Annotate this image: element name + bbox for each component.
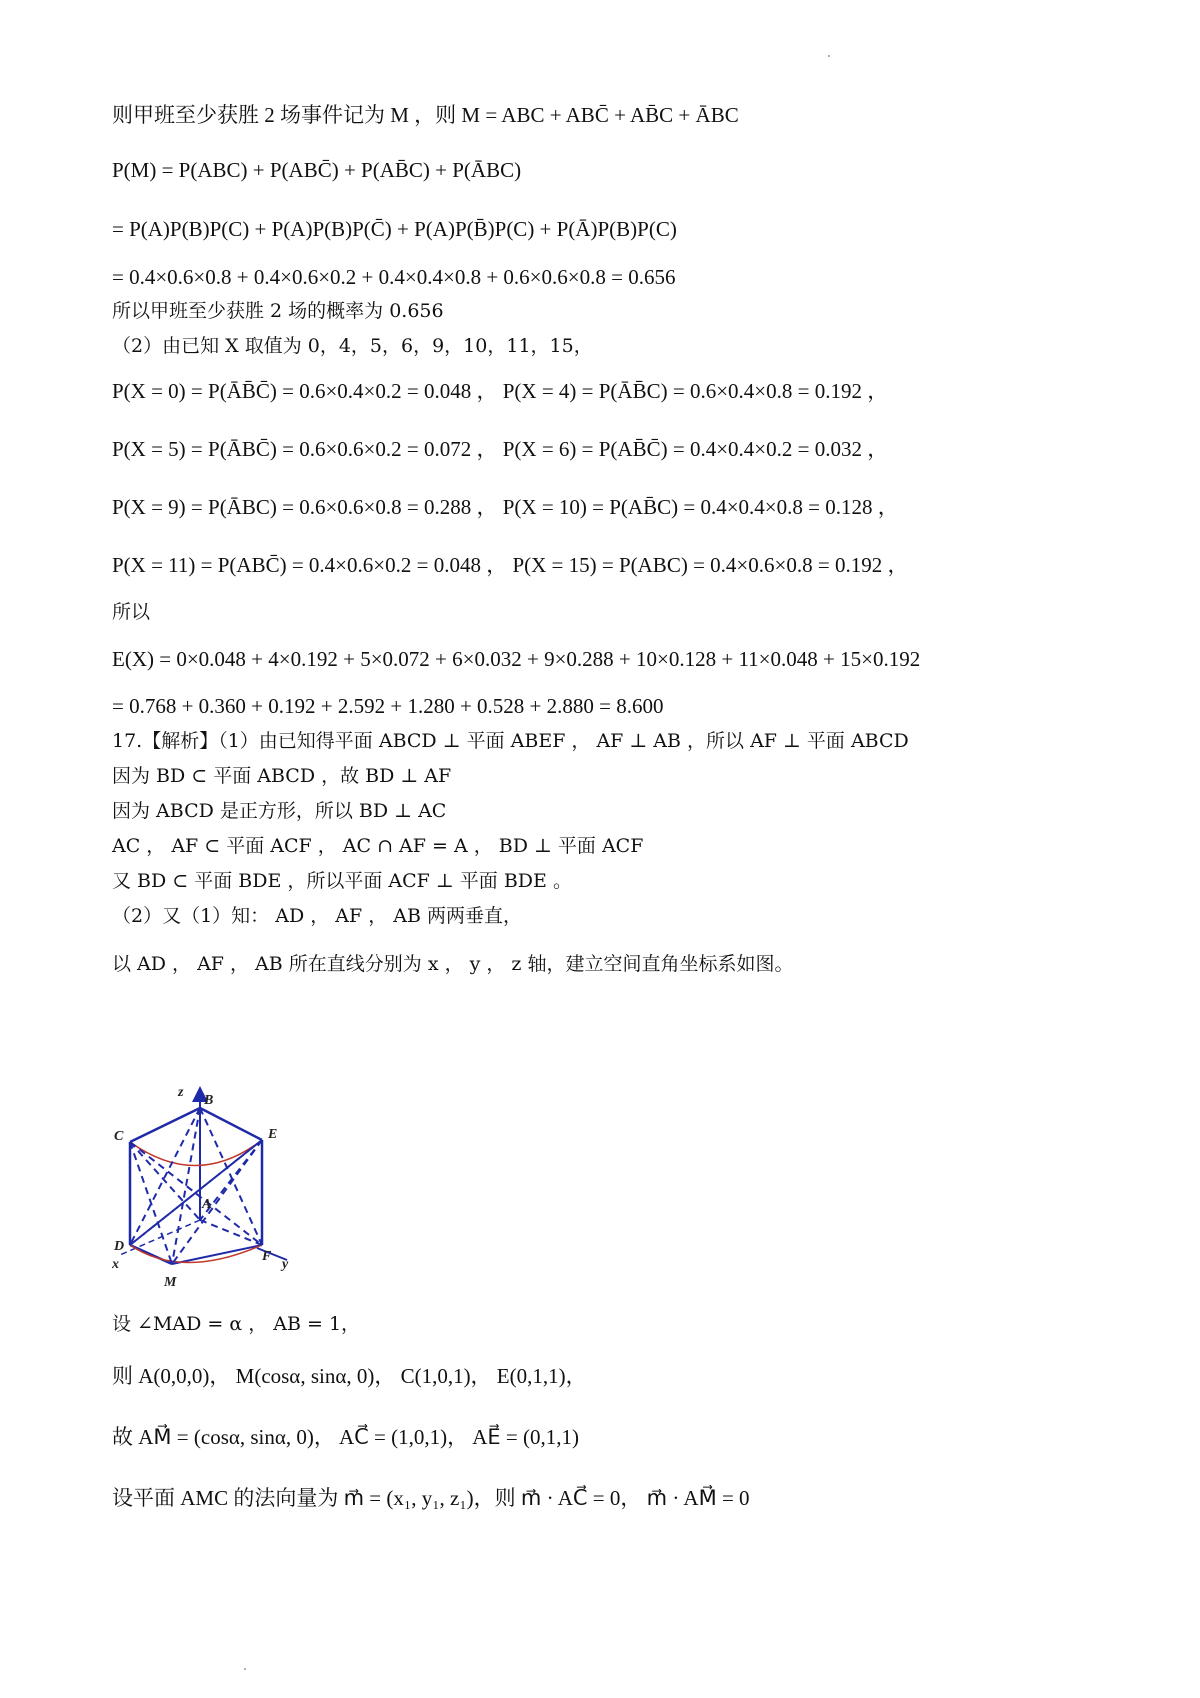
text-line-1: 则甲班至少获胜 2 场事件记为 M ，则 M = ABC + ABC̄ + AB̄C + ĀBC (112, 103, 739, 127)
text-line-2: P(M) = P(ABC) + P(ABC̄) + P(AB̄C) + P(ĀBC) (112, 158, 522, 182)
text-line-22: 则 A(0,0,0)， M(cosα, sinα, 0)， C(1,0,1)， E(0,1,1)， (112, 1364, 587, 1388)
text-line-4: = 0.4×0.6×0.8 + 0.4×0.6×0.2 + 0.4×0.4×0.8 + 0.6×0.6×0.8 = 0.656 (112, 265, 676, 289)
text-line-6: （2）由已知 X 取值为 0，4，5，6，9，10，11，15， (112, 335, 593, 357)
x-axis (120, 1220, 200, 1255)
label-F: F (262, 1249, 272, 1264)
label-A: A (202, 1197, 212, 1212)
label-D: D (114, 1239, 125, 1254)
text-line-23: 故 AM⃗ = (cosα, sinα, 0)， AC⃗ = (1,0,1)， AE⃗ = (0,1,1) (112, 1425, 579, 1449)
text-line-24: 设平面 AMC 的法向量为 m⃗ = (x₁, y₁, z₁)，则 m⃗ · AC⃗ = 0， m⃗ · AM⃗ = 0 (112, 1486, 750, 1510)
text-line-21: 设 ∠MAD = α ， AB = 1， (112, 1313, 361, 1335)
text-line-7: P(X = 0) = P(ĀB̄C̄) = 0.6×0.4×0.2 = 0.048 ， P(X = 4) = P(ĀB̄C) = 0.6×0.4×0.8 = 0.192 ， (112, 379, 889, 403)
edge-BE (200, 1108, 262, 1140)
text-line-3: = P(A)P(B)P(C) + P(A)P(B)P(C̄) + P(A)P(B̄)P(C) + P(Ā)P(B)P(C) (112, 217, 677, 241)
text-line-8: P(X = 5) = P(ĀBC̄) = 0.6×0.6×0.2 = 0.072 ， P(X = 6) = P(AB̄C̄) = 0.4×0.4×0.2 = 0.032 ， (112, 437, 889, 461)
top-arc (130, 1140, 262, 1166)
label-x: x (112, 1257, 119, 1272)
text-line-11: 所以 (112, 601, 151, 623)
label-M: M (164, 1275, 177, 1290)
text-line-20: 以 AD ， AF ， AB 所在直线分别为 x ， y ， z 轴，建立空间直角坐标系如图。 (112, 953, 794, 975)
text-line-12: E(X) = 0×0.048 + 4×0.192 + 5×0.072 + 6×0.032 + 9×0.288 + 10×0.128 + 11×0.048 + 15×0.192 (112, 647, 921, 671)
text-line-18: 又 BD ⊂ 平面 BDE ，所以平面 ACF ⊥ 平面 BDE 。 (112, 870, 572, 892)
text-line-16: 因为 ABCD 是正方形，所以 BD ⊥ AC (112, 800, 447, 822)
label-z: z (178, 1085, 184, 1100)
text-line-19: （2）又（1）知： AD ， AF ， AB 两两垂直， (112, 905, 522, 927)
text-line-15: 因为 BD ⊂ 平面 ABCD ，故 BD ⊥ AF (112, 765, 452, 787)
label-C: C (114, 1129, 124, 1144)
edge-MF (172, 1245, 262, 1264)
edge-BC (130, 1108, 200, 1142)
label-E: E (268, 1127, 278, 1142)
text-line-17: AC ， AF ⊂ 平面 ACF ， AC ∩ AF = A ， BD ⊥ 平面 ACF (112, 835, 644, 857)
text-line-5: 所以甲班至少获胜 2 场的概率为 0.656 (112, 300, 444, 322)
label-y: y (282, 1257, 289, 1272)
text-line-9: P(X = 9) = P(ĀBC) = 0.6×0.6×0.8 = 0.288 ， P(X = 10) = P(AB̄C) = 0.4×0.4×0.8 = 0.128 ， (112, 495, 899, 519)
coordinate-figure (112, 1080, 312, 1295)
text-line-10: P(X = 11) = P(ABC̄) = 0.4×0.6×0.2 = 0.048 ， P(X = 15) = P(ABC) = 0.4×0.6×0.8 = 0.192 ， (112, 553, 909, 577)
label-B: B (204, 1093, 214, 1108)
text-line-13: = 0.768 + 0.360 + 0.192 + 2.592 + 1.280 + 0.528 + 2.880 = 8.600 (112, 694, 664, 718)
scan-speck (244, 1668, 246, 1670)
scan-speck (828, 55, 830, 57)
text-line-14: 17.【解析】（1）由已知得平面 ABCD ⊥ 平面 ABEF ， AF ⊥ AB ，所以 AF ⊥ 平面 ABCD (112, 730, 909, 752)
